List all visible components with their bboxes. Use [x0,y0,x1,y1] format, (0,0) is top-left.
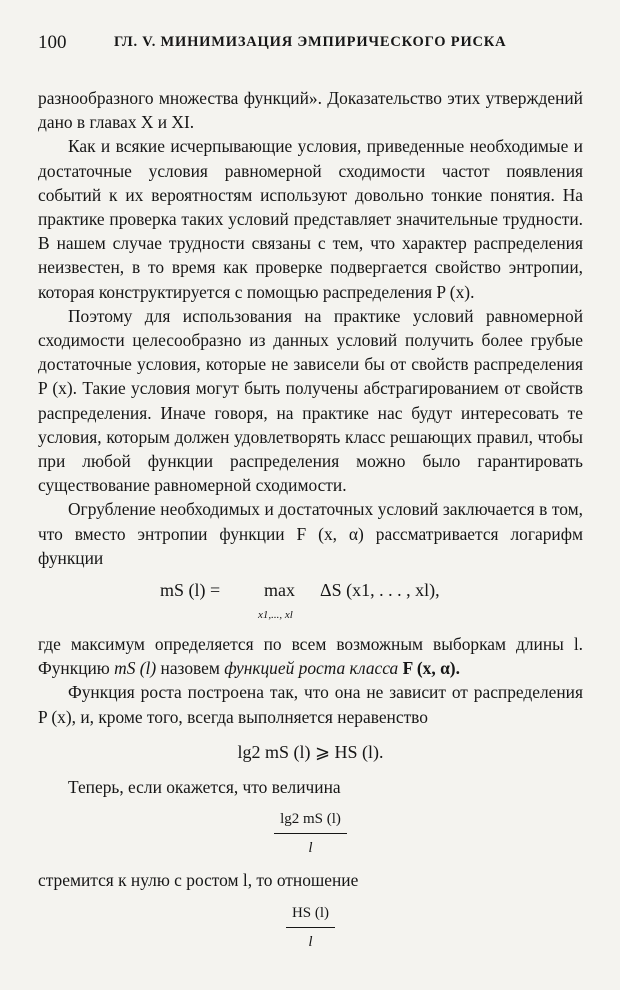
ratio-1-denominator: l [308,840,313,857]
paragraph-3: Поэтому для использования на практике условий равномерной сходимости целесообразно из данных условий получить более грубые достаточные условия, которые не зависели бы от свойств распределения P (x). Такие условия могут быть получены абстрагированием от свойств распределения. Иначе говоря, на практике нас будут интересовать те условия, которым должен удовлетворять класс решающих правил, чтобы при любой функции распределения можно было гарантировать существование равномерной сходимости. [38,305,583,496]
ratio-formula-1 [38,807,583,860]
page-header [38,32,583,58]
paragraph-4: Огрубление необходимых и достаточных условий заключается в том, что вместо энтропии функции F (x, α) рассматривается логарифм функции [38,499,583,568]
paragraph-5-italic-term: функцией роста класса [224,658,399,679]
formula-lhs: mS (l) = [160,580,221,601]
ratio-1-numerator: lg2 mS (l) [274,807,347,834]
paragraph-5-mid: назовем [156,658,225,679]
paragraph-5 [38,632,583,680]
ratio-formula-2 [38,901,583,954]
paragraph-5-m: mS (l) [114,658,157,679]
paragraph-5-start: где максимум определяется по всем возможным выборкам длины l. Функцию [38,634,583,679]
ratio-2-denominator: l [308,933,313,950]
paragraph-5-bold-term: F (x, α). [402,658,460,679]
page-number: 100 [38,32,67,53]
formula-max-subscript: x1,..., xl [258,609,293,622]
running-head: ГЛ. V. МИНИМИЗАЦИЯ ЭМПИРИЧЕСКОГО РИСКА [114,34,507,50]
paragraph-7: Теперь, если окажется, что величина [68,776,341,797]
inequality-formula: lg2 mS (l) ⩾ HS (l). [237,741,384,762]
growth-function-formula [38,576,583,632]
paragraph-8: стремится к нулю с ростом l, то отношение [38,870,359,891]
formula-rhs: ΔS (x1, . . . , xl), [320,580,440,601]
ratio-2-numerator: HS (l) [286,901,335,928]
paragraph-6: Функция роста построена так, что она не зависит от распределения P (x), и, кроме того, всегда выполняется неравенство [38,682,583,727]
paragraph-2: Как и всякие исчерпывающие условия, приведенные необходимые и достаточные условия равномерной сходимости частот появления событий к их вероятностям используют довольно тонкие понятия. На практике проверка таких условий представляет значительные трудности. В нашем случае трудности связаны с тем, что характер распределения неизвестен, в то время как проверке подвергается свойство энтропии, которая конструктируется с помощью распределения P (x). [38,136,583,302]
paragraph-1: разнообразного множества функций». Доказательство этих утверждений дано в главах X и XI. [38,88,583,133]
formula-max: max [264,580,295,601]
page-body [38,86,583,962]
